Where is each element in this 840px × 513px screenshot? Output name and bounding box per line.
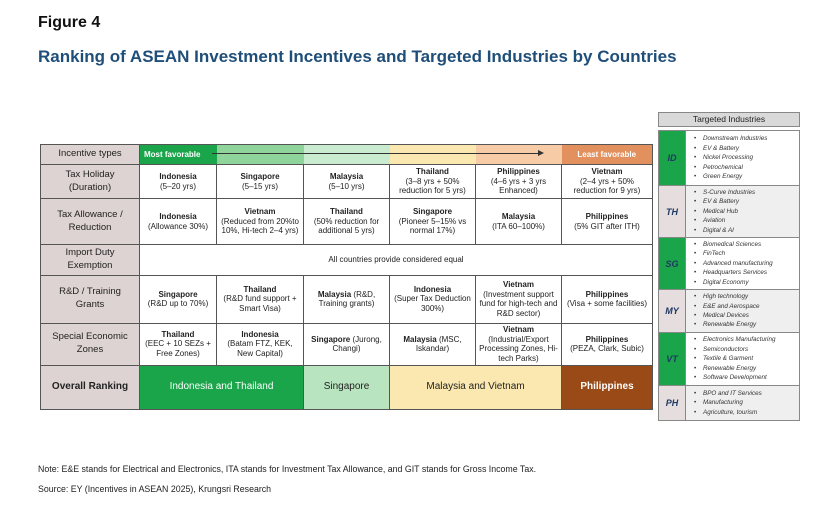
table-cell-merged: All countries provide considered equal xyxy=(140,245,653,276)
table-cell: Indonesia (5–20 yrs) xyxy=(140,165,217,199)
table-cell: Indonesia (Batam FTZ, KEK, New Capital) xyxy=(217,323,304,365)
industry-item: • Green Energy xyxy=(694,172,797,181)
industry-item: • Aviation xyxy=(694,216,797,225)
scale-band xyxy=(390,145,476,165)
page-title: Ranking of ASEAN Investment Incentives and Targeted Industries by Countries xyxy=(38,47,677,66)
industry-row-vt xyxy=(659,333,800,386)
country-code: MY xyxy=(659,290,686,333)
scale-band xyxy=(476,145,562,165)
industry-item: • Renewable Energy xyxy=(694,320,797,329)
industry-item: • Biomedical Sciences xyxy=(694,240,797,249)
table-cell: Singapore (Jurong, Changi) xyxy=(304,323,390,365)
overall-group-3: Malaysia and Vietnam xyxy=(390,365,562,409)
industry-item: • FinTech xyxy=(694,249,797,258)
industry-item: • Digital Economy xyxy=(694,278,797,287)
targeted-industries-title: Targeted Industries xyxy=(658,112,800,127)
table-cell: Indonesia (Super Tax Deduction 300%) xyxy=(390,275,476,323)
table-row xyxy=(41,165,653,199)
industry-item: • Textile & Garment xyxy=(694,354,797,363)
overall-group-2: Singapore xyxy=(304,365,390,409)
source-note: Source: EY (Incentives in ASEAN 2025), Krungsri Research xyxy=(38,484,272,494)
table-cell: Thailand (R&D fund support + Smart Visa) xyxy=(217,275,304,323)
scale-header-row xyxy=(41,145,653,165)
table-cell: Vietnam (Reduced from 20%to 10%, Hi-tech 2–4 yrs) xyxy=(217,199,304,245)
industry-row-sg xyxy=(659,238,800,290)
industry-item: • Petrochemical xyxy=(694,163,797,172)
table-row xyxy=(41,199,653,245)
table-cell: Vietnam (Investment support fund for high-tech and R&D sector) xyxy=(476,275,562,323)
industry-item: • EV & Battery xyxy=(694,144,797,153)
industry-item: • Software Development xyxy=(694,373,797,382)
table-cell: Vietnam (2–4 yrs + 50% reduction for 9 yrs) xyxy=(562,165,653,199)
country-code: PH xyxy=(659,386,686,421)
scale-band xyxy=(217,145,304,165)
table-cell: Singapore (5–15 yrs) xyxy=(217,165,304,199)
country-code: TH xyxy=(659,186,686,238)
footnote: Note: E&E stands for Electrical and Electronics, ITA stands for Investment Tax Allowance, and GIT stands for Gross Income Tax. xyxy=(38,464,537,474)
row-label: Tax Allowance / Reduction xyxy=(41,199,140,245)
table-cell: Philippines (PEZA, Clark, Subic) xyxy=(562,323,653,365)
industry-item: • E&E and Aerospace xyxy=(694,302,797,311)
table-cell: Singapore (R&D up to 70%) xyxy=(140,275,217,323)
industry-item: • Manufacturing xyxy=(694,398,797,407)
scale-band xyxy=(304,145,390,165)
table-cell: Philippines (5% GIT after ITH) xyxy=(562,199,653,245)
industry-row-th xyxy=(659,186,800,238)
industry-item: • Medical Devices xyxy=(694,311,797,320)
industry-item: • Headquarters Services xyxy=(694,268,797,277)
table-cell: Thailand (EEC + 10 SEZs + Free Zones) xyxy=(140,323,217,365)
row-label: Import Duty Exemption xyxy=(41,245,140,276)
industry-item: • Electronics Manufacturing xyxy=(694,335,797,344)
overall-ranking-row xyxy=(41,365,653,409)
industry-item: • BPO and IT Services xyxy=(694,389,797,398)
arrow-head-icon xyxy=(538,150,544,156)
table-row xyxy=(41,275,653,323)
overall-ranking-label: Overall Ranking xyxy=(41,365,140,409)
industry-item: • Agriculture, tourism xyxy=(694,408,797,417)
country-code: VT xyxy=(659,333,686,386)
least-favorable-label: Least favorable xyxy=(562,145,653,165)
industry-item: • S-Curve Industries xyxy=(694,188,797,197)
table-cell: Singapore (Pioneer 5–15% vs normal 17%) xyxy=(390,199,476,245)
overall-group-4: Philippines xyxy=(562,365,653,409)
ranking-table xyxy=(40,144,653,410)
favorability-arrow xyxy=(212,153,542,154)
country-code: ID xyxy=(659,131,686,186)
industry-item: • EV & Battery xyxy=(694,197,797,206)
overall-group-1: Indonesia and Thailand xyxy=(140,365,304,409)
industry-row-my xyxy=(659,290,800,333)
row-label: Tax Holiday (Duration) xyxy=(41,165,140,199)
row-label: Special Economic Zones xyxy=(41,323,140,365)
table-cell: Philippines (Visa + some facilities) xyxy=(562,275,653,323)
industry-item: • Digital & AI xyxy=(694,226,797,235)
table-row xyxy=(41,323,653,365)
table-cell: Malaysia (MSC, Iskandar) xyxy=(390,323,476,365)
table-cell: Malaysia (R&D, Training grants) xyxy=(304,275,390,323)
targeted-industries-table xyxy=(658,130,800,421)
industry-row-id xyxy=(659,131,800,186)
table-cell: Thailand (3–8 yrs + 50% reduction for 5 yrs) xyxy=(390,165,476,199)
industry-item: • Downstream Industries xyxy=(694,134,797,143)
industry-row-ph xyxy=(659,386,800,421)
table-cell: Indonesia (Allowance 30%) xyxy=(140,199,217,245)
table-cell: Thailand (50% reduction for additional 5 yrs) xyxy=(304,199,390,245)
row-label: R&D / Training Grants xyxy=(41,275,140,323)
country-code: SG xyxy=(659,238,686,290)
table-cell: Malaysia (ITA 60–100%) xyxy=(476,199,562,245)
incentive-types-header: Incentive types xyxy=(41,145,140,165)
table-row xyxy=(41,245,653,276)
industry-item: • Advanced manufacturing xyxy=(694,259,797,268)
industry-item: • Nickel Processing xyxy=(694,153,797,162)
industry-item: • Medical Hub xyxy=(694,207,797,216)
most-favorable-label: Most favorable xyxy=(140,145,217,165)
table-cell: Vietnam (Industrial/Export Processing Zones, Hi-tech Parks) xyxy=(476,323,562,365)
industry-item: • Semiconductors xyxy=(694,345,797,354)
industry-item: • Renewable Energy xyxy=(694,364,797,373)
table-cell: Malaysia (5–10 yrs) xyxy=(304,165,390,199)
table-cell: Philippines (4–6 yrs + 3 yrs Enhanced) xyxy=(476,165,562,199)
figure-label: Figure 4 xyxy=(38,14,101,31)
industry-item: • High technology xyxy=(694,292,797,301)
